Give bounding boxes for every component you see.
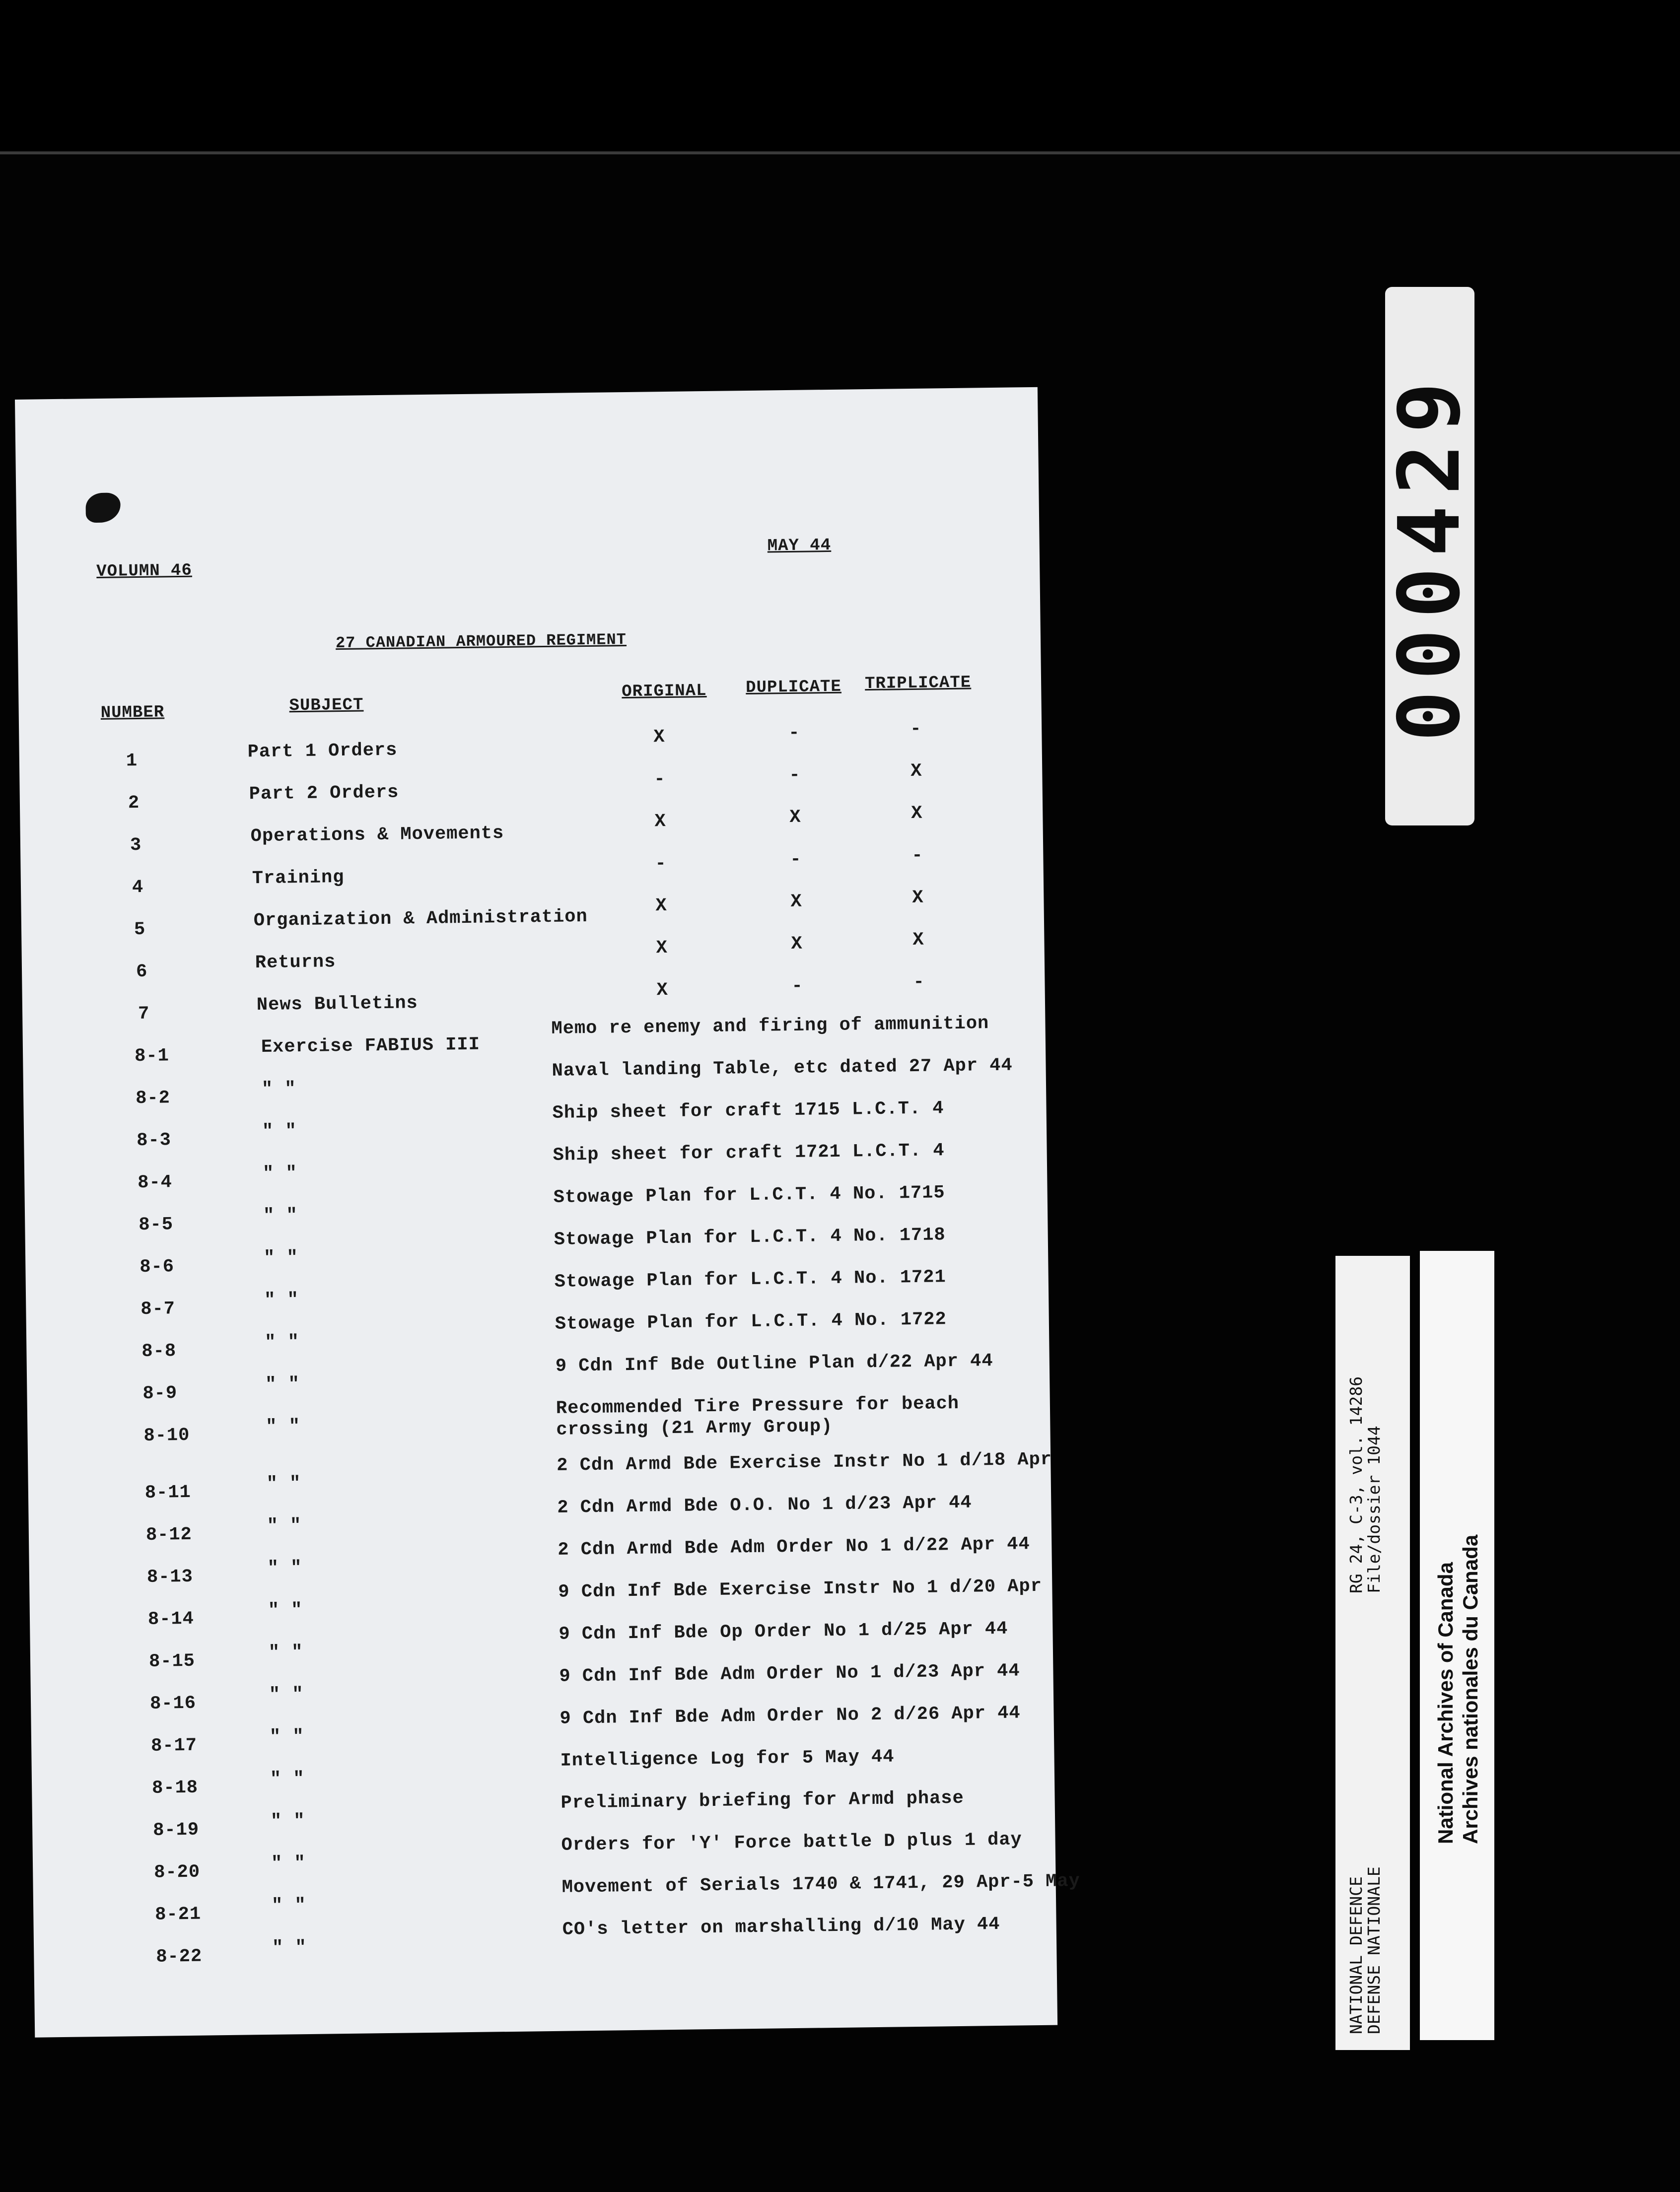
exercise-row-number: 8-11 [144,1482,192,1504]
exercise-row-subject: " " [268,1642,303,1663]
row-original-mark: - [654,769,666,790]
row-duplicate-mark: X [790,891,802,912]
exercise-row-description: 2 Cdn Armd Bde Adm Order No 1 d/22 Apr 44 [558,1534,1030,1561]
exercise-row-description: 9 Cdn Inf Bde Adm Order No 2 d/26 Apr 44 [560,1703,1021,1729]
exercise-row-number: 8-2 [135,1088,171,1109]
row-number: 6 [136,961,148,983]
exercise-row-number: 8-4 [138,1172,173,1194]
exercise-row-number: 8-15 [148,1650,196,1672]
volume-label: VOLUMN 46 [96,561,193,582]
exercise-row-description: Recommended Tire Pressure for beach [556,1393,960,1419]
exercise-row-description: 9 Cdn Inf Bde Adm Order No 1 d/23 Apr 44 [559,1660,1020,1687]
exercise-row-subject: " " [268,1600,303,1621]
document-title: 27 CANADIAN ARMOURED REGIMENT [335,630,627,653]
row-original-mark: - [655,853,667,875]
exercise-row-subject: " " [272,1937,307,1959]
exercise-row-subject: " " [267,1515,302,1537]
exercise-row-subject: Exercise FABIUS III [261,1034,481,1058]
row-number: 4 [132,877,144,898]
document-sheet [15,387,1081,2038]
ink-blot [85,492,121,523]
exercise-row-description: CO's letter on marshalling d/10 May 44 [562,1914,1000,1940]
exercise-row-number: 8-16 [149,1693,197,1714]
exercise-row-number: 8-1 [134,1045,170,1067]
row-original-mark: X [654,811,666,832]
microfilm-top-border [0,0,1680,154]
exercise-row-number: 8-18 [151,1777,199,1799]
exercise-row-number: 8-7 [140,1299,176,1320]
exercise-row-subject: " " [267,1558,302,1579]
row-original-mark: X [655,895,668,917]
exercise-row-description: 2 Cdn Armd Bde Exercise Instr No 1 d/18 Apr [557,1449,1052,1476]
exercise-row-description: Movement of Serials 1740 & 1741, 29 Apr-5 May [561,1871,1081,1898]
exercise-row-subject: " " [270,1769,305,1790]
row-duplicate-mark: - [790,849,802,870]
exercise-row-number: 8-13 [146,1566,194,1588]
row-subject: Returns [255,952,336,974]
exercise-row-description: 9 Cdn Inf Bde Op Order No 1 d/25 Apr 44 [559,1618,1008,1645]
exercise-row-number: 8-5 [139,1214,174,1236]
column-header-number: NUMBER [100,703,165,723]
row-triplicate-mark: X [911,803,923,824]
exercise-row-description: Ship sheet for craft 1721 L.C.T. 4 [553,1140,945,1166]
row-subject: Part 2 Orders [249,782,399,805]
exercise-row-subject: " " [269,1726,304,1748]
row-triplicate-mark: X [912,929,924,951]
column-header-duplicate: DUPLICATE [745,677,842,698]
row-duplicate-mark: - [791,975,804,997]
row-duplicate-mark: X [789,807,801,828]
exercise-row-description: Stowage Plan for L.C.T. 4 No. 1715 [553,1182,945,1208]
row-original-mark: X [653,727,665,748]
exercise-row-description: Naval landing Table, etc dated 27 Apr 44 [552,1055,1013,1082]
column-header-triplicate: TRIPLICATE [864,673,972,694]
date-label: MAY 44 [767,536,832,556]
row-original-mark: X [656,938,668,959]
exercise-row-subject: " " [271,1895,306,1917]
exercise-row-description: 9 Cdn Inf Bde Outline Plan d/22 Apr 44 [555,1351,993,1377]
row-subject: Organization & Administration [253,906,588,932]
row-triplicate-mark: - [910,718,922,740]
exercise-row-number: 8-9 [142,1383,178,1405]
row-triplicate-mark: X [910,760,922,782]
exercise-row-subject: " " [265,1374,300,1395]
row-number: 1 [126,751,138,772]
exercise-row-subject: " " [264,1332,300,1353]
exercise-row-number: 8-19 [152,1819,200,1841]
exercise-row-subject: " " [269,1684,304,1706]
exercise-row-subject: " " [263,1205,298,1227]
column-header-subject: SUBJECT [289,695,364,716]
exercise-row-number: 8-17 [150,1735,198,1757]
row-number: 3 [130,834,142,856]
row-triplicate-mark: - [913,971,925,993]
row-duplicate-mark: - [788,722,800,744]
row-number: 7 [138,1003,150,1025]
reference-line-2: File/dossier 1044 [1364,1426,1384,1593]
row-triplicate-mark: X [912,887,924,908]
exercise-row-subject: " " [266,1416,301,1438]
exercise-row-number: 8-12 [145,1524,193,1546]
archive-strip [1420,1251,1494,2040]
reference-strip [1335,1256,1410,2050]
exercise-row-subject: " " [270,1811,305,1832]
row-duplicate-mark: - [789,764,801,786]
exercise-row-description-line2: crossing (21 Army Group) [556,1416,833,1440]
exercise-row-subject: " " [263,1247,299,1269]
exercise-row-description: Preliminary briefing for Armd phase [560,1787,964,1814]
exercise-row-number: 8-3 [137,1130,172,1152]
row-number: 2 [128,792,140,814]
exercise-row-number: 8-14 [147,1608,195,1630]
exercise-row-number: 8-10 [143,1425,190,1446]
exercise-row-number: 8-6 [140,1256,175,1278]
row-duplicate-mark: X [791,933,803,955]
exercise-row-description: 2 Cdn Armd Bde O.O. No 1 d/23 Apr 44 [557,1492,972,1518]
exercise-row-number: 8-22 [156,1946,203,1968]
exercise-row-subject: " " [262,1121,297,1143]
frame-number: 000429 [1381,371,1479,742]
row-subject: Training [252,867,345,890]
exercise-row-subject: " " [262,1163,297,1185]
exercise-row-subject: " " [266,1473,301,1495]
department-line-2: DEFENSE NATIONALE [1364,1866,1384,2034]
exercise-row-description: Stowage Plan for L.C.T. 4 No. 1722 [555,1309,947,1335]
department-line-1: NATIONAL DEFENCE [1346,1876,1366,2034]
exercise-row-description: Stowage Plan for L.C.T. 4 No. 1718 [554,1225,946,1250]
archive-name-en: National Archives of Canada [1434,1562,1457,1844]
frame-number-label [1381,287,1479,825]
exercise-row-description: Stowage Plan for L.C.T. 4 No. 1721 [554,1267,946,1293]
exercise-row-subject: " " [261,1079,296,1100]
row-subject: Part 1 Orders [247,740,398,763]
exercise-row-number: 8-20 [154,1861,201,1883]
row-subject: News Bulletins [256,993,419,1016]
exercise-row-description: 9 Cdn Inf Bde Exercise Instr No 1 d/20 Apr [558,1576,1043,1603]
reference-line-1: RG 24, C-3, vol. 14286 [1346,1376,1366,1593]
archive-name-fr: Archives nationales du Canada [1459,1534,1482,1844]
exercise-row-subject: " " [271,1853,306,1874]
exercise-row-description: Orders for 'Y' Force battle D plus 1 day [561,1829,1023,1856]
exercise-row-subject: " " [264,1290,299,1311]
exercise-row-number: 8-21 [155,1904,202,1925]
row-subject: Operations & Movements [250,823,504,847]
column-header-original: ORIGINAL [622,682,707,702]
row-number: 5 [134,919,146,941]
exercise-row-number: 8-8 [141,1341,177,1363]
exercise-row-description: Intelligence Log for 5 May 44 [560,1746,895,1772]
row-triplicate-mark: - [911,845,923,866]
row-original-mark: X [656,980,669,1001]
exercise-row-description: Memo re enemy and firing of ammunition [551,1013,989,1039]
exercise-row-description: Ship sheet for craft 1715 L.C.T. 4 [552,1098,944,1124]
